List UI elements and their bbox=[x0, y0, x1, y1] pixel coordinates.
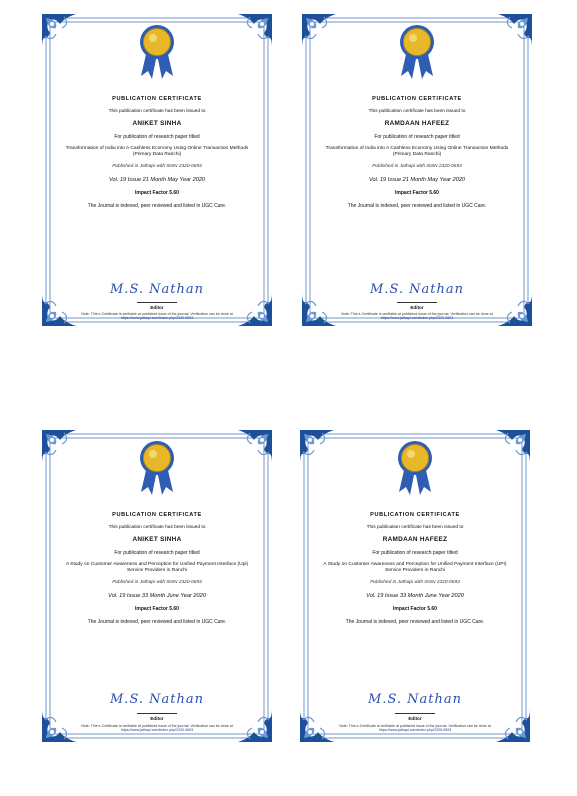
issued-to-text: This publication certificate has been issued to bbox=[366, 524, 464, 530]
certificate-2 bbox=[302, 14, 532, 326]
editor-label: Editor bbox=[150, 305, 164, 310]
certificate-body bbox=[54, 92, 260, 209]
author-name: ANIKET SINHA bbox=[132, 120, 182, 128]
issued-to-text: This publication certificate has been issued to bbox=[108, 524, 206, 530]
verification-note bbox=[322, 724, 508, 733]
paper-title: Transformation of India into A Cashless Economy Using Online Transaction Methods (Primary Data Ranchi) bbox=[325, 146, 509, 158]
for-publication-text: For publication of research paper titled bbox=[372, 550, 458, 557]
volume-issue-text: Vol. 19 Issue 21 Month May Year 2020 bbox=[368, 176, 466, 183]
verification-link[interactable]: https://www.jathapi.com/index.php/2320-0693 bbox=[120, 316, 194, 321]
author-name: ANIKET SINHA bbox=[132, 536, 182, 544]
impact-factor: Impact Factor 5.60 bbox=[135, 190, 179, 197]
certificate-1 bbox=[42, 14, 272, 326]
note-text: Note: This e-Certificate is verifiable at published issue of the journal. Verification can be done at bbox=[81, 312, 233, 316]
certificate-title: PUBLICATION CERTIFICATE bbox=[370, 512, 460, 518]
certificate-body bbox=[314, 92, 520, 209]
verification-link[interactable]: https://www.jathapi.com/index.php/2320-0693 bbox=[378, 728, 452, 733]
issued-to-text: This publication certificate has been issued to bbox=[108, 108, 206, 114]
medal-icon bbox=[139, 24, 175, 82]
certificate-title: PUBLICATION CERTIFICATE bbox=[372, 96, 462, 102]
impact-factor: Impact Factor 5.60 bbox=[393, 606, 437, 613]
author-name: RAMDAAN HAFEEZ bbox=[384, 120, 450, 128]
editor-signature: M.S. Nathan bbox=[368, 692, 462, 707]
impact-factor: Impact Factor 5.60 bbox=[395, 190, 439, 197]
certificate-body bbox=[312, 508, 518, 625]
editor-signature: M.S. Nathan bbox=[110, 692, 204, 707]
indexed-statement: The Journal is indexed, peer reviewed and listed in UGC Care. bbox=[87, 619, 227, 626]
paper-title: A Study on Customer Awareness and Perception for Unified Payment Interface (Upi) Service Providers in Ranchi bbox=[65, 562, 249, 574]
indexed-statement: The Journal is indexed, peer reviewed and listed in UGC Care. bbox=[345, 619, 485, 626]
certificate-4 bbox=[300, 430, 530, 742]
certificate-body bbox=[54, 508, 260, 625]
published-in-text: Published in Jathapi with ISSN 2320-0693 bbox=[112, 579, 202, 585]
author-name: RAMDAAN HAFEEZ bbox=[382, 536, 448, 544]
volume-issue-text: Vol. 19 Issue 21 Month May Year 2020 bbox=[108, 176, 206, 183]
signature-line bbox=[137, 713, 177, 714]
volume-issue-text: Vol. 19 Issue 33 Month June Year 2020 bbox=[366, 592, 464, 599]
editor-label: Editor bbox=[408, 716, 422, 721]
indexed-statement: The Journal is indexed, peer reviewed and listed in UGC Care. bbox=[347, 203, 487, 210]
verification-note bbox=[64, 312, 250, 321]
certificate-3 bbox=[42, 430, 272, 742]
signature-line bbox=[137, 302, 177, 303]
note-text: Note: This e-Certificate is verifiable at published issue of the journal. Verification can be done at bbox=[81, 724, 233, 728]
certificate-title: PUBLICATION CERTIFICATE bbox=[112, 96, 202, 102]
medal-icon bbox=[399, 24, 435, 82]
verification-link[interactable]: https://www.jathapi.com/index.php/2320-0693 bbox=[120, 728, 194, 733]
signature-line bbox=[397, 302, 437, 303]
note-text: Note: This e-Certificate is verifiable at published issue of the journal. Verification can be done at bbox=[341, 312, 493, 316]
indexed-statement: The Journal is indexed, peer reviewed and listed in UGC Care. bbox=[87, 203, 227, 210]
note-text: Note: This e-Certificate is verifiable at published issue of the journal. Verification can be done at bbox=[339, 724, 491, 728]
published-in-text: Published in Jathapi with ISSN 2320-0693 bbox=[112, 163, 202, 169]
editor-label: Editor bbox=[150, 716, 164, 721]
editor-signature: M.S. Nathan bbox=[110, 282, 204, 297]
impact-factor: Impact Factor 5.60 bbox=[135, 606, 179, 613]
verification-note bbox=[324, 312, 510, 321]
medal-icon bbox=[397, 440, 433, 498]
issued-to-text: This publication certificate has been issued to bbox=[368, 108, 466, 114]
signature-line bbox=[395, 713, 435, 714]
medal-icon bbox=[139, 440, 175, 498]
published-in-text: Published in Jathapi with ISSN 2320-0693 bbox=[370, 579, 460, 585]
for-publication-text: For publication of research paper titled bbox=[114, 134, 200, 141]
published-in-text: Published in Jathapi with ISSN 2320-0693 bbox=[372, 163, 462, 169]
paper-title: Transformation of India into A Cashless Economy Using Online Transaction Methods (Primary Data Ranchi) bbox=[65, 146, 249, 158]
editor-label: Editor bbox=[410, 305, 424, 310]
volume-issue-text: Vol. 19 Issue 33 Month June Year 2020 bbox=[108, 592, 206, 599]
editor-signature: M.S. Nathan bbox=[370, 282, 464, 297]
certificate-title: PUBLICATION CERTIFICATE bbox=[112, 512, 202, 518]
verification-link[interactable]: https://www.jathapi.com/index.php/2320-0693 bbox=[380, 316, 454, 321]
verification-note bbox=[64, 724, 250, 733]
for-publication-text: For publication of research paper titled bbox=[374, 134, 460, 141]
for-publication-text: For publication of research paper titled bbox=[114, 550, 200, 557]
paper-title: A Study on Customer Awareness and Perception for Unified Payment Interface (UPI) Service Providers in Ranchi bbox=[323, 562, 507, 574]
